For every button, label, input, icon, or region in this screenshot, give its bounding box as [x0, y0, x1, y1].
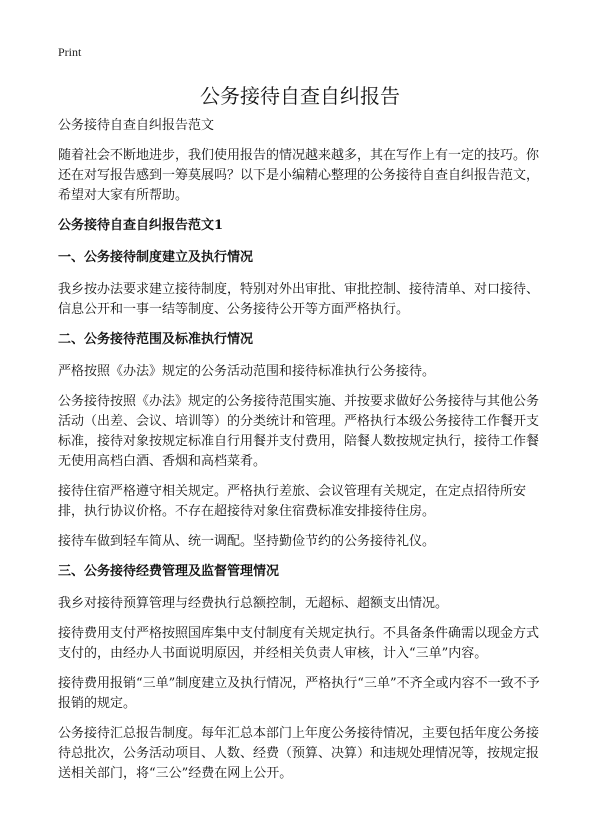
body-paragraph: 公务接待按照《办法》规定的公务接待范围实施、并按要求做好公务接待与其他公务活动（出差、会议、培训等）的分类统计和管理。严格执行本级公务接待工作餐开支标准，接待对象按规定标准自行用餐并支付费用，陪餐人数按规定执行，接待工作餐无使用高档白酒、香烟和高档菜肴。 [58, 394, 540, 469]
print-link[interactable]: Print [58, 45, 82, 59]
body-paragraph: 接待费用支付严格按照国库集中支付制度有关规定执行。不具备条件确需以现金方式支付的，由经办人书面说明原因，并经相关负责人审核，计入“三单”内容。 [58, 626, 540, 661]
body-paragraph: 严格按照《办法》规定的公务活动范围和接待标准执行公务接待。 [58, 364, 436, 379]
body-paragraph: 接待车做到轻车简从、统一调配。坚持勤俭节约的公务接待礼仪。 [58, 534, 436, 549]
body-paragraph: 公务接待汇总报告制度。每年汇总本部门上年度公务接待情况，主要包括年度公务接待总批次，公务活动项目、人数、经费（预算、决算）和违规处理情况等，按规定报送相关部门，将“三公”经费在网上公开。 [58, 726, 540, 781]
section-heading: 公务接待自查自纠报告范文1 [58, 218, 224, 233]
body-paragraph: 我乡按办法要求建立接待制度，特别对外出审批、审批控制、接待清单、对口接待、信息公开和一事一结等制度、公务接待公开等方面严格执行。 [58, 282, 540, 317]
intro-paragraph: 随着社会不断地进步，我们使用报告的情况越来越多，其在写作上有一定的技巧。你还在对写报告感到一筹莫展吗？以下是小编精心整理的公务接待自查自纠报告范文，希望对大家有所帮助。 [58, 148, 540, 203]
page-title: 公务接待自查自纠报告 [200, 84, 400, 108]
body-paragraph: 接待费用报销“三单”制度建立及执行情况，严格执行“三单”不齐全或内容不一致不予报销的规定。 [58, 676, 540, 711]
subtitle-line: 公务接待自查自纠报告范文 [58, 118, 215, 133]
document-body [58, 116, 548, 794]
section-heading: 一、公务接待制度建立及执行情况 [58, 250, 254, 265]
body-paragraph: 接待住宿严格遵守相关规定。严格执行差旅、会议管理有关规定，在定点招待所安排，执行协议价格。不存在超接待对象住宿费标准安排接待住房。 [58, 484, 527, 519]
body-paragraph: 我乡对接待预算管理与经费执行总额控制，无超标、超额支出情况。 [58, 596, 449, 611]
section-heading: 二、公务接待范围及标准执行情况 [58, 332, 254, 347]
section-heading: 三、公务接待经费管理及监督管理情况 [58, 564, 280, 579]
